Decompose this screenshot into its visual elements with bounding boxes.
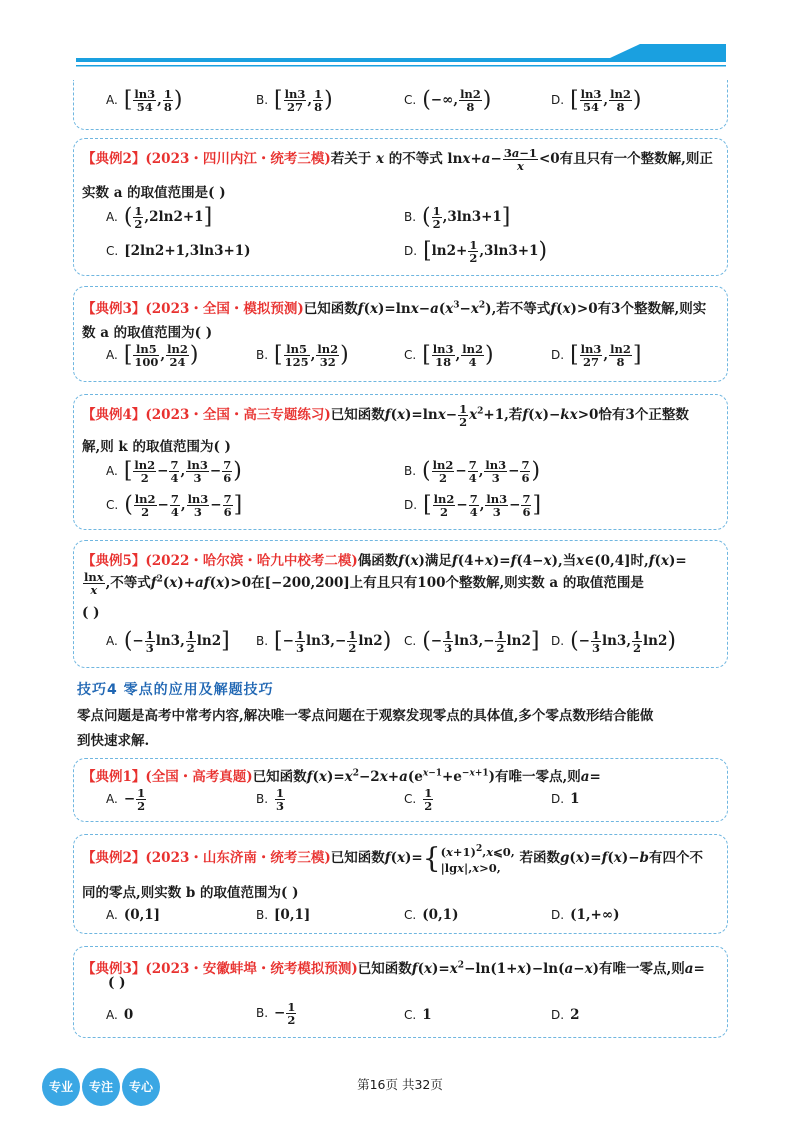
example-3-integer-solutions: [73, 286, 728, 382]
question-line-1: 【典例5】(2022・哈尔滨・哈九中校考二模)偶函数f(x)满足f(4+x)=f(4−x),当x∈(0,4]时,f(x)=: [82, 553, 687, 569]
option-a[interactable]: A. 0: [106, 1007, 134, 1023]
option-c[interactable]: C. $\frac{1}{2}$: [404, 786, 433, 814]
option-c[interactable]: C. (0,1): [404, 907, 459, 923]
option-b[interactable]: B. ( $\frac{\ln 2}{2}$ − $\frac{7}{4}$ , $\frac{\ln 3}{3}$ − $\frac{7}{6}$ ): [404, 458, 541, 486]
option-d[interactable]: D. 2: [551, 1007, 580, 1023]
option-a[interactable]: A. [ $\frac{\ln 3}{54}$ , $\frac{1}{8}$ ): [106, 87, 183, 115]
example-5-even-function: [73, 540, 728, 668]
question-line-2: ( ): [108, 975, 126, 991]
option-a[interactable]: A. (− $\frac{1}{3}$ ln3, $\frac{1}{2}$ ln2]: [106, 628, 230, 656]
section-title: 技巧4 零点的应用及解题技巧: [77, 682, 274, 698]
question-line-1: 【典例3】(2023・安徽蚌埠・统考模拟预测)已知函数$f(x)=x^2-\ln(1+x)-\ln(a-x)$有唯一零点,则a=: [82, 960, 705, 977]
zero-example-3: [73, 946, 728, 1038]
question-line-1: 【典例3】(2023・全国・模拟预测)已知函数$f(x)=\ln x-a(x^3-x^2)$,若不等式f(x)>0有3个整数解,则实: [82, 300, 707, 317]
option-d[interactable]: D. [ $\frac{\ln 3}{54}$ , $\frac{\ln 2}{8}$ ): [551, 87, 642, 115]
question-line-3: ( ): [82, 605, 100, 621]
bubble-professional: 专业: [42, 1068, 80, 1106]
option-b[interactable]: B. [− $\frac{1}{3}$ ln3,− $\frac{1}{2}$ ln2): [256, 628, 392, 656]
option-d[interactable]: D. (− $\frac{1}{3}$ ln3, $\frac{1}{2}$ ln2): [551, 628, 676, 656]
option-b[interactable]: B. ( $\frac{1}{2}$ ,3ln3+1]: [404, 204, 511, 232]
header-decoration: [0, 0, 800, 80]
option-c[interactable]: C. [ $\frac{\ln 3}{18}$ , $\frac{\ln 2}{4}$ ): [404, 342, 494, 370]
zero-example-2: [73, 834, 728, 934]
section-intro-line-2: 到快速求解.: [77, 733, 150, 749]
option-c[interactable]: C. 1: [404, 1007, 432, 1023]
option-d[interactable]: D. [ $\frac{\ln 2}{2}$ − $\frac{7}{4}$ , $\frac{\ln 3}{3}$ − $\frac{7}{6}$ ]: [404, 492, 542, 520]
option-c[interactable]: C. (− $\frac{1}{3}$ ln3,− $\frac{1}{2}$ ln2]: [404, 628, 540, 656]
option-b[interactable]: B. [ $\frac{\ln 5}{125}$ , $\frac{\ln 2}{32}$ ): [256, 342, 349, 370]
option-c[interactable]: C. [2ln2+1,3ln3+1): [106, 243, 251, 259]
option-d[interactable]: D. 1: [551, 791, 580, 807]
question-line-1: 【典例2】(2023・四川内江・统考三模)若关于 x 的不等式 lnx+a− $\frac{3a-1}{x}$ <0有且只有一个整数解,则正: [82, 146, 713, 174]
question-line-2: $\frac{\ln x}{x}$ ,不等式$f^2(x)+af(x)>0$在[−200,200]上有且只有100个整数解,则实数 a 的取值范围是: [84, 570, 644, 598]
example-2-inequality: [73, 138, 728, 276]
option-c[interactable]: C. (−∞, $\frac{\ln 2}{8}$ ): [404, 87, 492, 115]
option-a[interactable]: A. [ $\frac{\ln 5}{100}$ , $\frac{\ln 2}{24}$ ): [106, 342, 199, 370]
page-number: 第16页 共32页: [357, 1077, 443, 1092]
zero-example-1: [73, 758, 728, 822]
option-b[interactable]: B. [ $\frac{\ln 3}{27}$ , $\frac{1}{8}$ ): [256, 87, 333, 115]
bubble-dedicated: 专心: [122, 1068, 160, 1106]
question-line-1: 【典例2】(2023・山东济南・统考三模)已知函数$f(x)=\{(x+1)^2,x⩽0$, |lgx|,x>0, 若函数g(x)=f(x)−b有四个不: [82, 841, 703, 875]
question-line-2: 数 a 的取值范围为( ): [82, 325, 213, 341]
option-b[interactable]: B. − $\frac{1}{2}$: [256, 1000, 296, 1028]
question-line-2: 同的零点,则实数 b 的取值范围为( ): [82, 885, 299, 901]
option-d[interactable]: D. (1,+∞): [551, 907, 620, 923]
example-4-positive-integer: [73, 394, 728, 530]
option-b[interactable]: B. $\frac{1}{3}$: [256, 786, 285, 814]
question-line-1: 【典例1】(全国・高考真题)已知函数$f(x)=x^2-2x+a(e^{x-1}+e^{-x+1})$有唯一零点,则a=: [82, 768, 601, 785]
section-intro-line-1: 零点问题是高考中常考内容,解决唯一零点问题在于观察发现零点的具体值,多个零点数形结合能做: [77, 708, 654, 724]
question-line-2: 解,则 k 的取值范围为( ): [82, 439, 231, 455]
option-b[interactable]: B. [0,1]: [256, 907, 311, 923]
option-a[interactable]: A. ( $\frac{1}{2}$ ,2ln2+1]: [106, 204, 213, 232]
option-a[interactable]: A. (0,1]: [106, 907, 161, 923]
option-a[interactable]: A. − $\frac{1}{2}$: [106, 786, 146, 814]
option-d[interactable]: D. [ln2+ $\frac{1}{2}$ ,3ln3+1): [404, 238, 548, 266]
option-a[interactable]: A. [ $\frac{\ln 2}{2}$ − $\frac{7}{4}$ , $\frac{\ln 3}{3}$ − $\frac{7}{6}$ ): [106, 458, 242, 486]
question-line-1: 【典例4】(2023・全国・高三专题练习)已知函数f(x)=lnx− $\frac{1}{2}$ $x^2+1$,若f(x)−kx>0恰有3个正整数: [82, 402, 689, 430]
question-line-2: 实数 a 的取值范围是( ): [82, 185, 226, 201]
option-c[interactable]: C. ( $\frac{\ln 2}{2}$ − $\frac{7}{4}$ , $\frac{\ln 3}{3}$ − $\frac{7}{6}$ ]: [106, 492, 243, 520]
bubble-focused: 专注: [82, 1068, 120, 1106]
option-d[interactable]: D. [ $\frac{\ln 3}{27}$ , $\frac{\ln 2}{8}$ ]: [551, 342, 642, 370]
prev-question-options: [73, 80, 728, 130]
